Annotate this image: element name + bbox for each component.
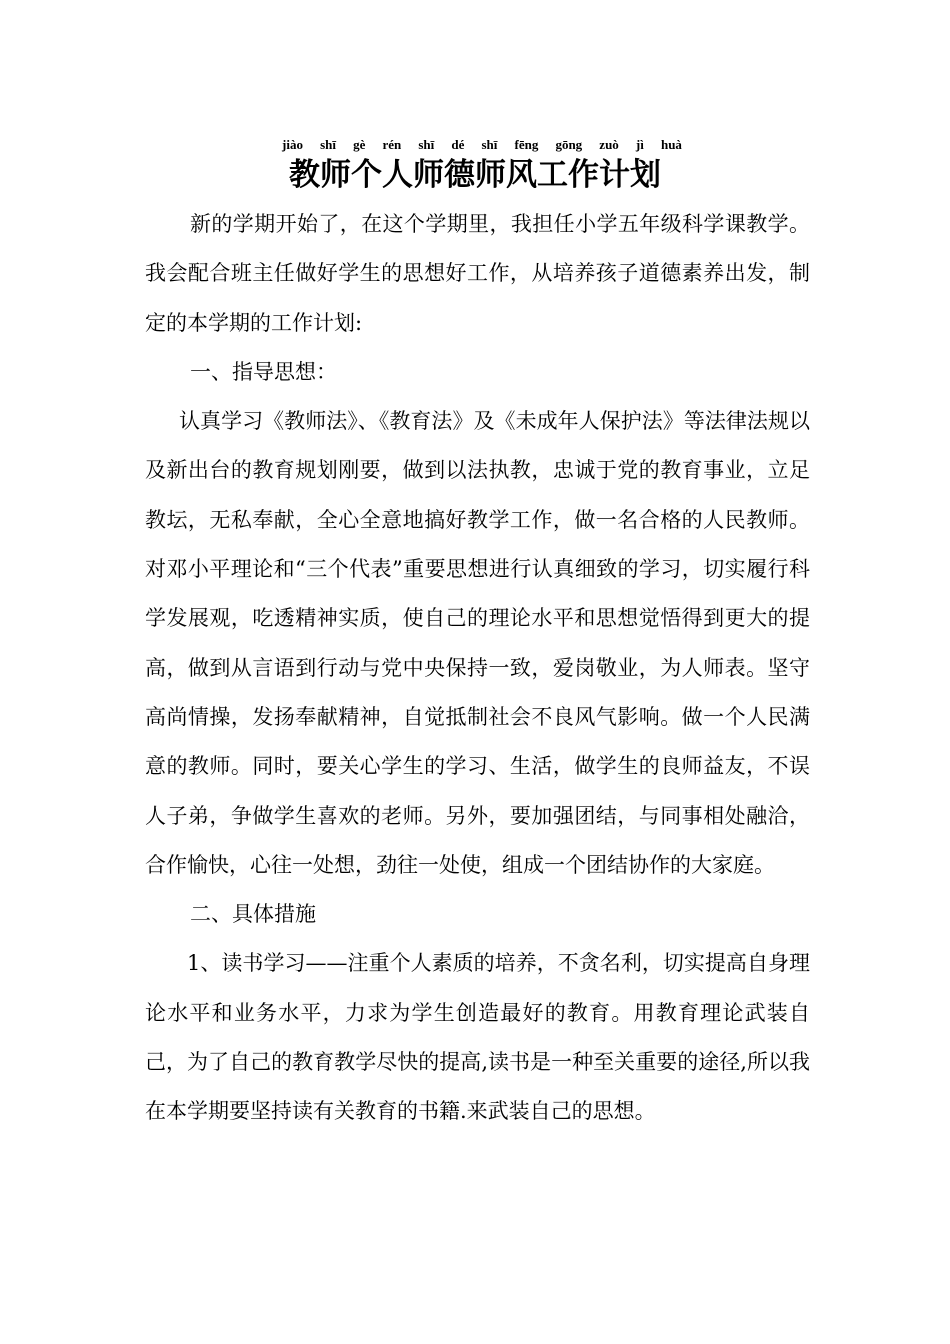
pinyin-syllable: zuò <box>599 137 619 152</box>
measure-reading-paragraph: 1、读书学习——注重个人素质的培养，不贪名利，切实提高自身理论水平和业务水平，力求为学生创造最好的教育。用教育理论武装自己，为了自己的教育教学尽快的提高,读书是一种至关重要的途径,所以我在本学期要坚持读有关教育的书籍.来武装自己的思想。 <box>145 951 810 1124</box>
guiding-thought-paragraph: 认真学习《教师法》、《教育法》及《未成年人保护法》等法律法规以及新出台的教育规划刚要，做到以法执教，忠诚于党的教育事业，立足教坛，无私奉献，全心全意地搞好教学工作，做一名合格的人民教师。对邓小平理论和“三个代表”重要思想进行认真细致的学习，切实履行科学发展观，吃透精神实质，使自己的理论水平和思想觉悟得到更大的提高，做到从言语到行动与党中央保持一致，爱岗敬业，为人师表。坚守高尚情操，发扬奉献精神，自觉抵制社会不良风气影响。做一个人民满意的教师。同时，要关心学生的学习、生活，做学生的良师益友，不误人子弟，争做学生喜欢的老师。另外，要加强团结，与同事相处融洽，合作愉快，心往一处想，劲往一处使，组成一个团结协作的大家庭。 <box>145 409 810 877</box>
pinyin-syllable: shī <box>418 137 435 152</box>
pinyin-syllable: gōng <box>555 137 583 152</box>
pinyin-syllable: jì <box>635 137 644 152</box>
pinyin-syllable: rén <box>382 137 402 152</box>
intro-paragraph: 新的学期开始了，在这个学期里，我担任小学五年级科学课教学。我会配合班主任做好学生的思想好工作，从培养孩子道德素养出发，制定的本学期的工作计划: <box>145 212 810 335</box>
section-heading-guiding-thought: 一、指导思想： <box>190 359 337 384</box>
pinyin-syllable: shī <box>320 137 336 152</box>
section-heading-measures: 二、具体措施 <box>190 902 316 927</box>
pinyin-syllable: huà <box>660 137 682 152</box>
document-title: 教师个人师德师风工作计划 <box>289 157 661 193</box>
pinyin-syllable: gè <box>353 137 366 152</box>
pinyin-syllable: dé <box>451 137 465 152</box>
pinyin-syllable: shī <box>481 137 498 152</box>
pinyin-syllable: fēng <box>514 137 539 152</box>
document-body <box>145 200 810 1137</box>
pinyin-syllable: jiào <box>282 137 303 152</box>
